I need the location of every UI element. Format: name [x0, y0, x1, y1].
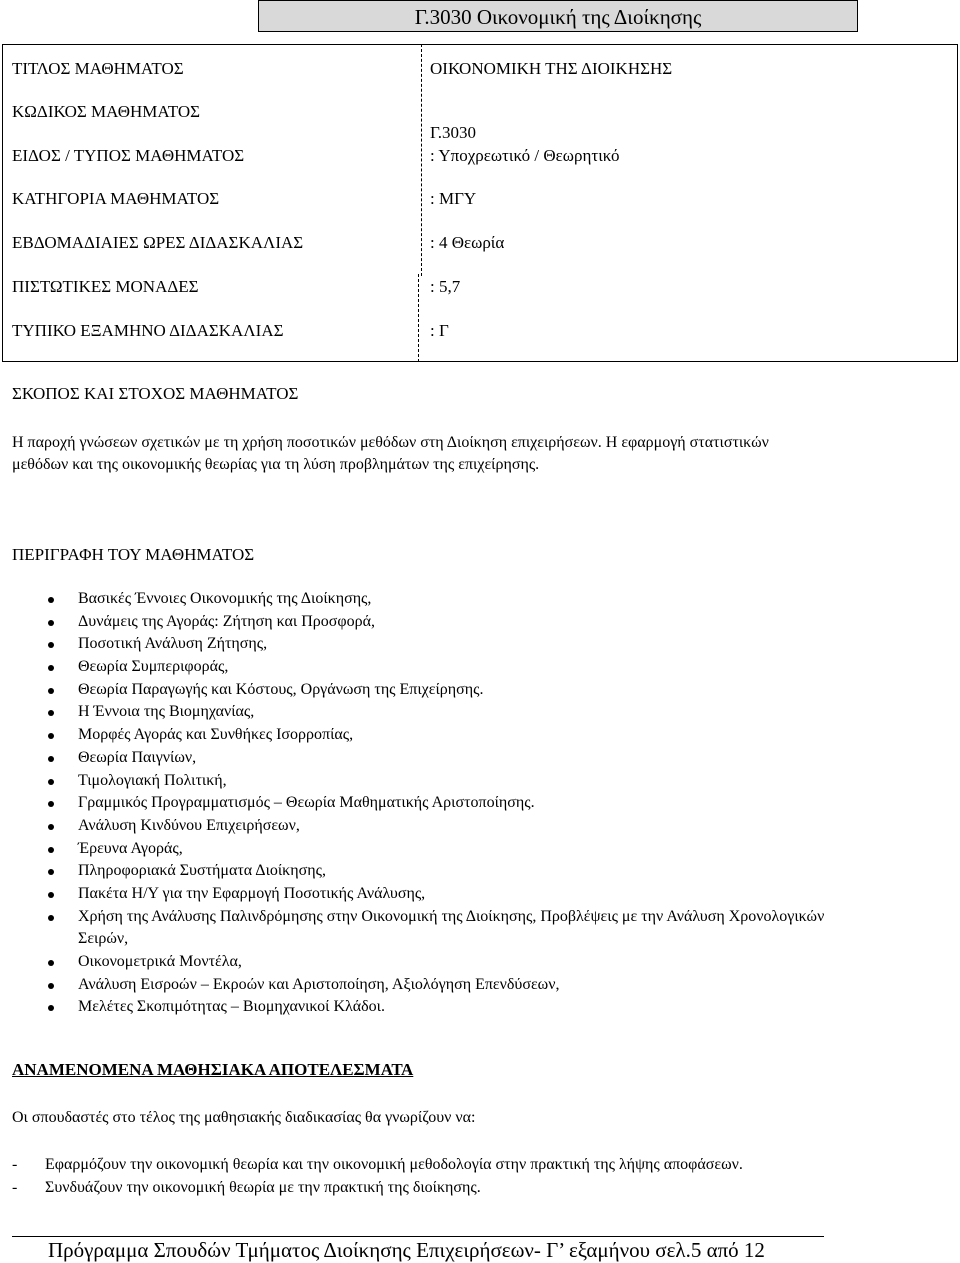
page-title: Γ.3030 Οικονομική της Διοίκησης [258, 0, 858, 32]
list-item: Γραμμικός Προγραμματισμός – Θεωρία Μαθηματικής Αριστοποίησης. [0, 792, 824, 815]
code-label: ΚΩΔΙΚΟΣ ΜΑΘΗΜΑΤΟΣ [12, 102, 201, 121]
list-item: Τιμολογιακή Πολιτική, [0, 770, 824, 793]
weekly-hours-value: : 4 Θεωρία [430, 233, 505, 252]
list-item: Ανάλυση Εισροών – Εκροών και Αριστοποίηση, Αξιολόγηση Επενδύσεων, [0, 974, 824, 997]
outcome-item-text: Συνδυάζουν την οικονομική θεωρία με την πρακτική της διοίκησης. [45, 1179, 481, 1196]
list-item: Ανάλυση Κινδύνου Επιχειρήσεων, [0, 815, 824, 838]
list-item: Οικονομετρικά Μοντέλα, [0, 951, 824, 974]
outcome-item-text: Εφαρμόζουν την οικονομική θεωρία και την οικονομική μεθοδολογία στην πρακτική της λήψης αποφάσεων. [45, 1156, 743, 1173]
list-item: Δυνάμεις της Αγοράς: Ζήτηση και Προσφορά, [0, 611, 824, 634]
list-item: Μελέτες Σκοπιμότητας – Βιομηχανικοί Κλάδοι. [0, 996, 824, 1019]
list-item: Θεωρία Παιγνίων, [0, 747, 824, 770]
outcomes-heading: ΑΝΑΜΕΝΟΜΕΝΑ ΜΑΘΗΣΙΑΚΑ ΑΠΟΤΕΛΕΣΜΑΤΑ [12, 1060, 414, 1079]
title-label: ΤΙΤΛΟΣ ΜΑΘΗΜΑΤΟΣ [12, 59, 184, 78]
type-value: : Υποχρεωτικό / Θεωρητικό [430, 146, 620, 165]
list-item: Η Έννοια της Βιομηχανίας, [0, 701, 824, 724]
list-item: Έρευνα Αγοράς, [0, 838, 824, 861]
topics-list [0, 588, 824, 1019]
list-item: Ποσοτική Ανάλυση Ζήτησης, [0, 633, 824, 656]
list-item: Χρήση της Ανάλυσης Παλινδρόμησης στην Οικονομική της Διοίκησης, Προβλέψεις με την Ανάλυση Χρονολογικών [0, 906, 824, 929]
footer-divider [12, 1236, 824, 1237]
credits-label: ΠΙΣΤΩΤΙΚΕΣ ΜΟΝΑΔΕΣ [12, 277, 199, 296]
list-item: Πακέτα Η/Υ για την Εφαρμογή Ποσοτικής Ανάλυσης, [0, 883, 824, 906]
category-label: ΚΑΤΗΓΟΡΙΑ ΜΑΘΗΜΑΤΟΣ [12, 189, 220, 208]
info-divider [421, 44, 422, 276]
semester-label: ΤΥΠΙΚΟ ΕΞΑΜΗΝΟ ΔΙΔΑΣΚΑΛΙΑΣ [12, 321, 284, 340]
list-item: Μορφές Αγοράς και Συνθήκες Ισορροπίας, [0, 724, 824, 747]
info-divider-lower [418, 274, 419, 362]
semester-value: : Γ [430, 321, 449, 340]
credits-value: : 5,7 [430, 277, 461, 296]
description-heading: ΠΕΡΙΓΡΑΦΗ ΤΟΥ ΜΑΘΗΜΑΤΟΣ [12, 545, 255, 564]
objective-text-line-1: Η παροχή γνώσεων σχετικών με τη χρήση ποσοτικών μεθόδων στη Διοίκηση επιχειρήσεων. Η εφαρμογή στατιστικών [12, 434, 769, 451]
code-value: Γ.3030 [430, 123, 477, 142]
list-item: Βασικές Έννοιες Οικονομικής της Διοίκησης, [0, 588, 824, 611]
category-value: : ΜΓΥ [430, 189, 477, 208]
title-value: ΟΙΚΟΝΟΜΙΚΗ ΤΗΣ ΔΙΟΙΚΗΣΗΣ [430, 59, 673, 78]
list-item: Θεωρία Συμπεριφοράς, [0, 656, 824, 679]
objective-text-line-2: μεθόδων και της οικονομικής θεωρίας για τη λύση προβλημάτων της επιχείρησης. [12, 456, 540, 473]
outcome-item: - Συνδυάζουν την οικονομική θεωρία με την πρακτική της διοίκησης. [12, 1179, 481, 1196]
page-footer: Πρόγραμμα Σπουδών Τμήματος Διοίκησης Επιχειρήσεων- Γ’ εξαμήνου σελ.5 από 12 [48, 1238, 765, 1262]
type-label: ΕΙΔΟΣ / ΤΥΠΟΣ ΜΑΘΗΜΑΤΟΣ [12, 146, 245, 165]
objective-heading: ΣΚΟΠΟΣ ΚΑΙ ΣΤΟΧΟΣ ΜΑΘΗΜΑΤΟΣ [12, 384, 299, 403]
outcome-item: - Εφαρμόζουν την οικονομική θεωρία και την οικονομική μεθοδολογία στην πρακτική της λήψης αποφάσεων. [12, 1156, 743, 1173]
list-item: Πληροφοριακά Συστήματα Διοίκησης, [0, 860, 824, 883]
list-item: Θεωρία Παραγωγής και Κόστους, Οργάνωση της Επιχείρησης. [0, 679, 824, 702]
weekly-hours-label: ΕΒΔΟΜΑΔΙΑΙΕΣ ΩΡΕΣ ΔΙΔΑΣΚΑΛΙΑΣ [12, 233, 304, 252]
list-item-continuation: Σειρών, [78, 930, 129, 948]
outcomes-intro: Οι σπουδαστές στο τέλος της μαθησιακής διαδικασίας θα γνωρίζουν να: [12, 1109, 476, 1126]
